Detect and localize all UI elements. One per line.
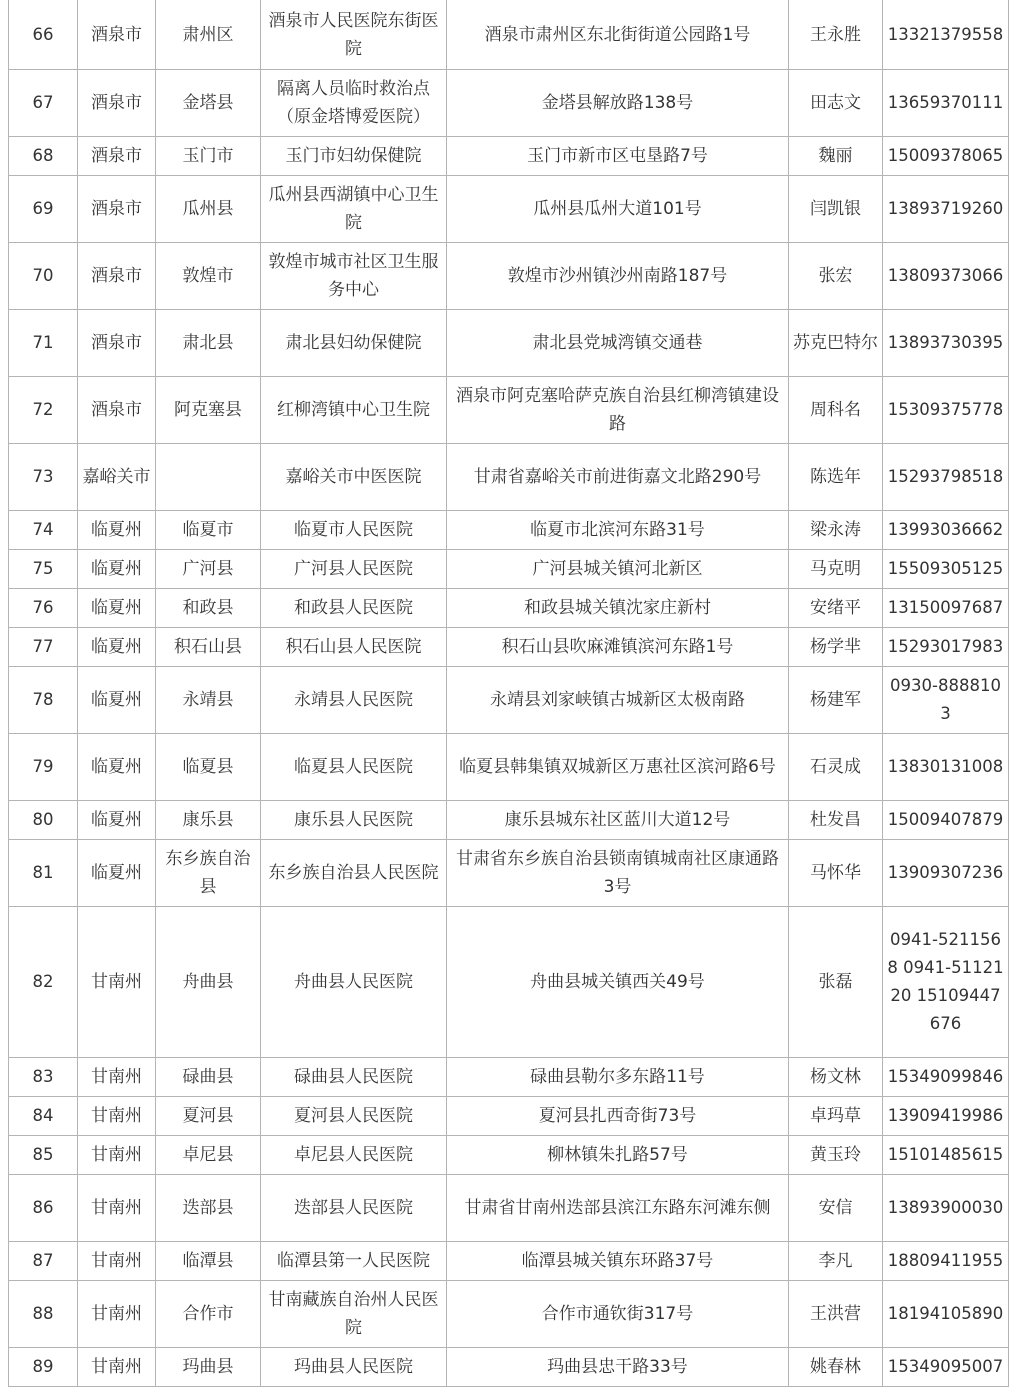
hospital-cell: 红柳湾镇中心卫生院 xyxy=(261,377,447,444)
hospital-cell: 隔离人员临时救治点（原金塔博爱医院） xyxy=(261,70,447,137)
city-cell: 甘南州 xyxy=(78,907,156,1058)
phone-cell: 13993036662 xyxy=(883,511,1009,550)
address-cell: 碌曲县勒尔多东路11号 xyxy=(447,1058,789,1097)
hospital-cell: 卓尼县人民医院 xyxy=(261,1136,447,1175)
table-row xyxy=(9,310,1009,377)
contact-cell: 安绪平 xyxy=(789,589,883,628)
phone-cell: 18809411955 xyxy=(883,1242,1009,1281)
address-cell: 酒泉市阿克塞哈萨克族自治县红柳湾镇建设路 xyxy=(447,377,789,444)
row-number: 81 xyxy=(9,840,78,907)
district-cell: 永靖县 xyxy=(156,667,261,734)
table-row xyxy=(9,137,1009,176)
table-row xyxy=(9,1097,1009,1136)
hospital-cell: 临夏县人民医院 xyxy=(261,734,447,801)
city-cell: 甘南州 xyxy=(78,1281,156,1348)
phone-cell: 15009378065 xyxy=(883,137,1009,176)
phone-cell: 15509305125 xyxy=(883,550,1009,589)
table-row xyxy=(9,243,1009,310)
address-cell: 玉门市新市区屯垦路7号 xyxy=(447,137,789,176)
district-cell: 金塔县 xyxy=(156,70,261,137)
phone-cell: 18194105890 xyxy=(883,1281,1009,1348)
address-cell: 临夏县韩集镇双城新区万惠社区滨河路6号 xyxy=(447,734,789,801)
address-cell: 广河县城关镇河北新区 xyxy=(447,550,789,589)
district-cell: 和政县 xyxy=(156,589,261,628)
phone-cell: 13830131008 xyxy=(883,734,1009,801)
city-cell: 临夏州 xyxy=(78,840,156,907)
district-cell: 积石山县 xyxy=(156,628,261,667)
hospital-cell: 夏河县人民医院 xyxy=(261,1097,447,1136)
contact-cell: 杨学芈 xyxy=(789,628,883,667)
city-cell: 嘉峪关市 xyxy=(78,444,156,511)
district-cell: 临潭县 xyxy=(156,1242,261,1281)
hospital-cell: 瓜州县西湖镇中心卫生院 xyxy=(261,176,447,243)
phone-cell: 15009407879 xyxy=(883,801,1009,840)
district-cell: 敦煌市 xyxy=(156,243,261,310)
address-cell: 敦煌市沙州镇沙州南路187号 xyxy=(447,243,789,310)
phone-cell: 13150097687 xyxy=(883,589,1009,628)
row-number: 86 xyxy=(9,1175,78,1242)
phone-cell: 13893719260 xyxy=(883,176,1009,243)
district-cell: 玉门市 xyxy=(156,137,261,176)
contact-cell: 梁永涛 xyxy=(789,511,883,550)
district-cell: 舟曲县 xyxy=(156,907,261,1058)
table-row xyxy=(9,1136,1009,1175)
contact-cell: 石灵成 xyxy=(789,734,883,801)
phone-cell: 13909307236 xyxy=(883,840,1009,907)
row-number: 83 xyxy=(9,1058,78,1097)
district-cell: 肃北县 xyxy=(156,310,261,377)
table-row xyxy=(9,628,1009,667)
district-cell: 玛曲县 xyxy=(156,1348,261,1387)
hospital-cell: 迭部县人民医院 xyxy=(261,1175,447,1242)
district-cell: 卓尼县 xyxy=(156,1136,261,1175)
district-cell: 阿克塞县 xyxy=(156,377,261,444)
hospital-cell: 肃北县妇幼保健院 xyxy=(261,310,447,377)
address-cell: 肃北县党城湾镇交通巷 xyxy=(447,310,789,377)
address-cell: 玛曲县忠干路33号 xyxy=(447,1348,789,1387)
contact-cell: 黄玉玲 xyxy=(789,1136,883,1175)
row-number: 68 xyxy=(9,137,78,176)
contact-cell: 马怀华 xyxy=(789,840,883,907)
city-cell: 甘南州 xyxy=(78,1058,156,1097)
phone-cell: 13659370111 xyxy=(883,70,1009,137)
row-number: 85 xyxy=(9,1136,78,1175)
table-row xyxy=(9,1175,1009,1242)
row-number: 87 xyxy=(9,1242,78,1281)
city-cell: 甘南州 xyxy=(78,1136,156,1175)
hospital-cell: 酒泉市人民医院东街医院 xyxy=(261,0,447,70)
row-number: 80 xyxy=(9,801,78,840)
district-cell: 广河县 xyxy=(156,550,261,589)
phone-cell: 13893900030 xyxy=(883,1175,1009,1242)
row-number: 79 xyxy=(9,734,78,801)
district-cell: 夏河县 xyxy=(156,1097,261,1136)
hospital-cell: 和政县人民医院 xyxy=(261,589,447,628)
table-body xyxy=(9,0,1009,1387)
table-row xyxy=(9,801,1009,840)
phone-cell: 15293017983 xyxy=(883,628,1009,667)
district-cell: 康乐县 xyxy=(156,801,261,840)
contact-cell: 李凡 xyxy=(789,1242,883,1281)
hospital-cell: 敦煌市城市社区卫生服务中心 xyxy=(261,243,447,310)
contact-cell: 杨文林 xyxy=(789,1058,883,1097)
district-cell xyxy=(156,444,261,511)
hospital-table xyxy=(8,0,1009,1387)
district-cell: 临夏市 xyxy=(156,511,261,550)
district-cell: 碌曲县 xyxy=(156,1058,261,1097)
city-cell: 酒泉市 xyxy=(78,377,156,444)
hospital-cell: 碌曲县人民医院 xyxy=(261,1058,447,1097)
contact-cell: 杨建军 xyxy=(789,667,883,734)
row-number: 88 xyxy=(9,1281,78,1348)
table-row xyxy=(9,1281,1009,1348)
table-row xyxy=(9,444,1009,511)
contact-cell: 陈选年 xyxy=(789,444,883,511)
phone-cell: 15101485615 xyxy=(883,1136,1009,1175)
contact-cell: 杜发昌 xyxy=(789,801,883,840)
address-cell: 舟曲县城关镇西关49号 xyxy=(447,907,789,1058)
city-cell: 甘南州 xyxy=(78,1175,156,1242)
row-number: 77 xyxy=(9,628,78,667)
phone-cell: 15309375778 xyxy=(883,377,1009,444)
address-cell: 甘肃省东乡族自治县锁南镇城南社区康通路3号 xyxy=(447,840,789,907)
table-row xyxy=(9,734,1009,801)
address-cell: 康乐县城东社区蓝川大道12号 xyxy=(447,801,789,840)
table-row xyxy=(9,377,1009,444)
city-cell: 酒泉市 xyxy=(78,0,156,70)
contact-cell: 周科名 xyxy=(789,377,883,444)
row-number: 75 xyxy=(9,550,78,589)
city-cell: 临夏州 xyxy=(78,511,156,550)
address-cell: 永靖县刘家峡镇古城新区太极南路 xyxy=(447,667,789,734)
row-number: 84 xyxy=(9,1097,78,1136)
hospital-table-container xyxy=(8,0,1008,1387)
row-number: 72 xyxy=(9,377,78,444)
city-cell: 临夏州 xyxy=(78,801,156,840)
city-cell: 甘南州 xyxy=(78,1242,156,1281)
contact-cell: 田志文 xyxy=(789,70,883,137)
address-cell: 合作市通钦街317号 xyxy=(447,1281,789,1348)
row-number: 69 xyxy=(9,176,78,243)
address-cell: 和政县城关镇沈家庄新村 xyxy=(447,589,789,628)
row-number: 73 xyxy=(9,444,78,511)
district-cell: 迭部县 xyxy=(156,1175,261,1242)
row-number: 67 xyxy=(9,70,78,137)
row-number: 82 xyxy=(9,907,78,1058)
contact-cell: 卓玛草 xyxy=(789,1097,883,1136)
city-cell: 酒泉市 xyxy=(78,70,156,137)
phone-cell: 0941-5211568 0941-5112120 15109447676 xyxy=(883,907,1009,1058)
phone-cell: 13321379558 xyxy=(883,0,1009,70)
table-row xyxy=(9,0,1009,70)
row-number: 89 xyxy=(9,1348,78,1387)
address-cell: 柳林镇朱扎路57号 xyxy=(447,1136,789,1175)
table-row xyxy=(9,1242,1009,1281)
table-row xyxy=(9,1348,1009,1387)
table-row xyxy=(9,1058,1009,1097)
contact-cell: 王洪营 xyxy=(789,1281,883,1348)
city-cell: 临夏州 xyxy=(78,667,156,734)
table-row xyxy=(9,840,1009,907)
city-cell: 酒泉市 xyxy=(78,137,156,176)
address-cell: 夏河县扎西奇街73号 xyxy=(447,1097,789,1136)
district-cell: 合作市 xyxy=(156,1281,261,1348)
hospital-cell: 康乐县人民医院 xyxy=(261,801,447,840)
address-cell: 积石山县吹麻滩镇滨河东路1号 xyxy=(447,628,789,667)
address-cell: 瓜州县瓜州大道101号 xyxy=(447,176,789,243)
hospital-cell: 永靖县人民医院 xyxy=(261,667,447,734)
row-number: 70 xyxy=(9,243,78,310)
row-number: 78 xyxy=(9,667,78,734)
district-cell: 肃州区 xyxy=(156,0,261,70)
address-cell: 甘肃省甘南州迭部县滨江东路东河滩东侧 xyxy=(447,1175,789,1242)
address-cell: 甘肃省嘉峪关市前进街嘉文北路290号 xyxy=(447,444,789,511)
phone-cell: 13909419986 xyxy=(883,1097,1009,1136)
district-cell: 瓜州县 xyxy=(156,176,261,243)
contact-cell: 张宏 xyxy=(789,243,883,310)
address-cell: 临潭县城关镇东环路37号 xyxy=(447,1242,789,1281)
row-number: 74 xyxy=(9,511,78,550)
contact-cell: 王永胜 xyxy=(789,0,883,70)
city-cell: 酒泉市 xyxy=(78,310,156,377)
city-cell: 酒泉市 xyxy=(78,176,156,243)
table-row xyxy=(9,667,1009,734)
hospital-cell: 东乡族自治县人民医院 xyxy=(261,840,447,907)
district-cell: 临夏县 xyxy=(156,734,261,801)
hospital-cell: 临夏市人民医院 xyxy=(261,511,447,550)
table-row xyxy=(9,511,1009,550)
row-number: 71 xyxy=(9,310,78,377)
address-cell: 酒泉市肃州区东北街街道公园路1号 xyxy=(447,0,789,70)
city-cell: 临夏州 xyxy=(78,550,156,589)
address-cell: 临夏市北滨河东路31号 xyxy=(447,511,789,550)
address-cell: 金塔县解放路138号 xyxy=(447,70,789,137)
phone-cell: 13893730395 xyxy=(883,310,1009,377)
row-number: 76 xyxy=(9,589,78,628)
contact-cell: 闫凯银 xyxy=(789,176,883,243)
city-cell: 临夏州 xyxy=(78,734,156,801)
phone-cell: 13809373066 xyxy=(883,243,1009,310)
city-cell: 临夏州 xyxy=(78,628,156,667)
contact-cell: 姚春林 xyxy=(789,1348,883,1387)
hospital-cell: 临潭县第一人民医院 xyxy=(261,1242,447,1281)
city-cell: 临夏州 xyxy=(78,589,156,628)
hospital-cell: 舟曲县人民医院 xyxy=(261,907,447,1058)
contact-cell: 魏丽 xyxy=(789,137,883,176)
contact-cell: 苏克巴特尔 xyxy=(789,310,883,377)
hospital-cell: 积石山县人民医院 xyxy=(261,628,447,667)
district-cell: 东乡族自治县 xyxy=(156,840,261,907)
contact-cell: 马克明 xyxy=(789,550,883,589)
contact-cell: 张磊 xyxy=(789,907,883,1058)
row-number: 66 xyxy=(9,0,78,70)
phone-cell: 15349095007 xyxy=(883,1348,1009,1387)
hospital-cell: 玉门市妇幼保健院 xyxy=(261,137,447,176)
hospital-cell: 甘南藏族自治州人民医院 xyxy=(261,1281,447,1348)
contact-cell: 安信 xyxy=(789,1175,883,1242)
table-row xyxy=(9,550,1009,589)
hospital-cell: 玛曲县人民医院 xyxy=(261,1348,447,1387)
hospital-cell: 广河县人民医院 xyxy=(261,550,447,589)
city-cell: 甘南州 xyxy=(78,1097,156,1136)
phone-cell: 15293798518 xyxy=(883,444,1009,511)
phone-cell: 0930-8888103 xyxy=(883,667,1009,734)
table-row xyxy=(9,907,1009,1058)
table-row xyxy=(9,589,1009,628)
city-cell: 酒泉市 xyxy=(78,243,156,310)
table-row xyxy=(9,70,1009,137)
table-row xyxy=(9,176,1009,243)
phone-cell: 15349099846 xyxy=(883,1058,1009,1097)
city-cell: 甘南州 xyxy=(78,1348,156,1387)
hospital-cell: 嘉峪关市中医医院 xyxy=(261,444,447,511)
